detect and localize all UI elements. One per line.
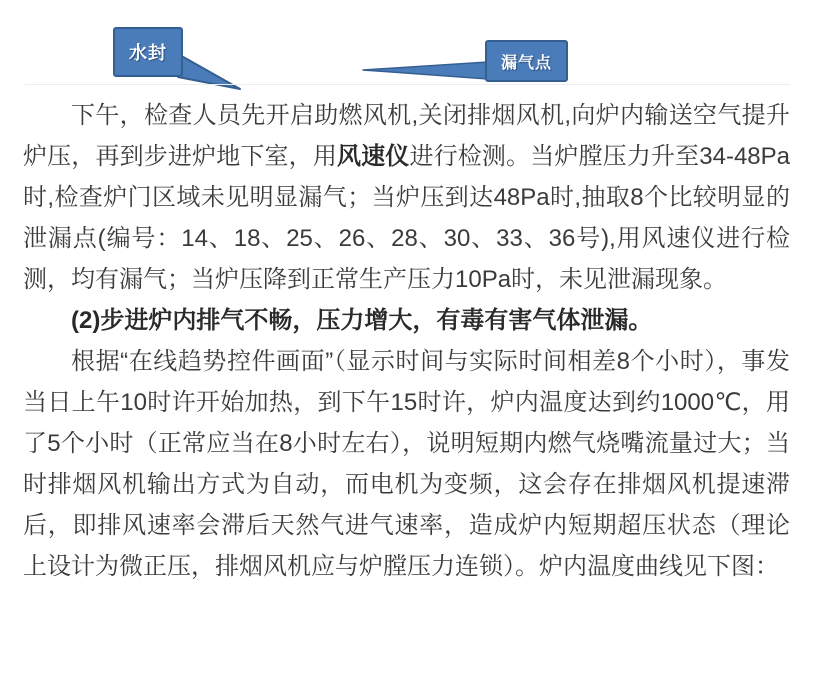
paragraph-text: 进行检测。当炉膛压力升至34-48Pa时,检查炉门区域未见明显漏气；当炉压到达48Pa时,抽取8个比较明显的泄漏点(编号：14、18、25、26、28、30、33、36号),用风速仪进行检测，均有漏气；当炉压降到正常生产压力10Pa时，未见泄漏现象。 (23, 143, 791, 293)
leak-point-callout (485, 40, 568, 82)
figure-bottom-divider (25, 84, 790, 85)
anemometer-bold-text: 风速仪 (336, 143, 410, 170)
document-body (23, 95, 790, 587)
paragraph-text: 根据“在线趋势控件画面”（显示时间与实际时间相差8个小时），事发当日上午10时许开始加热，到下午15时许，炉内温度达到约1000℃，用了5个小时（正常应当在8小时左右），说明短期内燃气烧嘴流量过大；当时排烟风机输出方式为自动，而电机为变频，这会存在排烟风机提速滞后，即排风速率会滞后天然气进气速率，造成炉内短期超压状态（理论上设计为微正压，排烟风机应与炉膛压力连锁）。炉内温度曲线见下图： (23, 348, 790, 580)
water-seal-callout-label: 水封 (129, 43, 167, 63)
water-seal-callout (113, 27, 183, 77)
leak-point-callout-label: 漏气点 (500, 54, 552, 72)
paragraph-cause-heading (23, 300, 790, 341)
cause-heading-text: (2)步进炉内排气不畅，压力增大，有毒有害气体泄漏。 (71, 307, 653, 334)
paragraph-text: 下午，检查人员先开启助燃风机,关闭排烟风机,向炉内输送空气提升炉压，再到步进炉地下室，用 (23, 102, 790, 170)
callout-annotation-layer (0, 0, 814, 100)
paragraph-inspection-findings (23, 95, 790, 300)
paragraph-trend-analysis (23, 341, 790, 587)
leak-point-callout-tail (363, 62, 488, 79)
